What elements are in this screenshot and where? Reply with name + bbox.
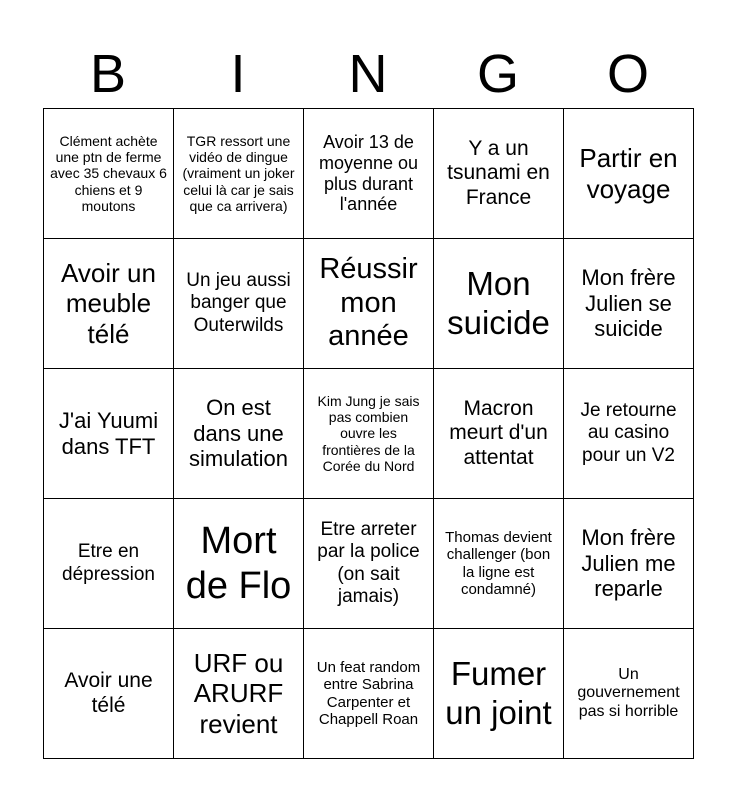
bingo-cell[interactable]: Mon frère Julien se suicide <box>564 239 694 369</box>
bingo-cell[interactable]: Macron meurt d'un attentat <box>434 369 564 499</box>
grid-row <box>44 239 694 369</box>
header-letter-o: O <box>606 44 649 104</box>
bingo-cell[interactable]: Avoir une télé <box>44 629 174 759</box>
grid-row <box>44 369 694 499</box>
bingo-cell[interactable]: Fumer un joint <box>434 629 564 759</box>
bingo-cell[interactable]: Etre en dépression <box>44 499 174 629</box>
bingo-cell[interactable]: Un gouvernement pas si horrible <box>564 629 694 759</box>
bingo-grid <box>43 108 694 759</box>
bingo-cell[interactable]: Y a un tsunami en France <box>434 109 564 239</box>
header-letter-g: G <box>476 44 519 104</box>
bingo-cell[interactable]: Thomas devient challenger (bon la ligne est condamné) <box>434 499 564 629</box>
grid-row <box>44 629 694 759</box>
header-letter-i: I <box>230 44 246 104</box>
bingo-cell[interactable]: Avoir un meuble télé <box>44 239 174 369</box>
bingo-cell[interactable]: Etre arreter par la police (on sait jamais) <box>304 499 434 629</box>
bingo-cell[interactable]: Mon suicide <box>434 239 564 369</box>
grid-row <box>44 499 694 629</box>
grid-row <box>44 109 694 239</box>
bingo-cell[interactable]: Avoir 13 de moyenne ou plus durant l'année <box>304 109 434 239</box>
bingo-cell[interactable]: Un jeu aussi banger que Outerwilds <box>174 239 304 369</box>
header-letter-b: B <box>89 44 127 104</box>
bingo-cell[interactable]: TGR ressort une vidéo de dingue (vraiment un joker celui là car je sais que ca arrivera) <box>174 109 304 239</box>
bingo-cell[interactable]: J'ai Yuumi dans TFT <box>44 369 174 499</box>
bingo-cell[interactable]: URF ou ARURF revient <box>174 629 304 759</box>
bingo-cell[interactable]: Clément achète une ptn de ferme avec 35 chevaux 6 chiens et 9 moutons <box>44 109 174 239</box>
bingo-header <box>43 40 693 108</box>
bingo-cell[interactable]: Mort de Flo <box>174 499 304 629</box>
header-letter-n: N <box>348 44 388 104</box>
bingo-cell[interactable]: Partir en voyage <box>564 109 694 239</box>
bingo-cell[interactable]: Un feat random entre Sabrina Carpenter et Chappell Roan <box>304 629 434 759</box>
bingo-cell[interactable]: Mon frère Julien me reparle <box>564 499 694 629</box>
bingo-cell[interactable]: On est dans une simulation <box>174 369 304 499</box>
bingo-cell[interactable]: Réussir mon année <box>304 239 434 369</box>
bingo-cell[interactable]: Je retourne au casino pour un V2 <box>564 369 694 499</box>
bingo-cell[interactable]: Kim Jung je sais pas combien ouvre les frontières de la Corée du Nord <box>304 369 434 499</box>
